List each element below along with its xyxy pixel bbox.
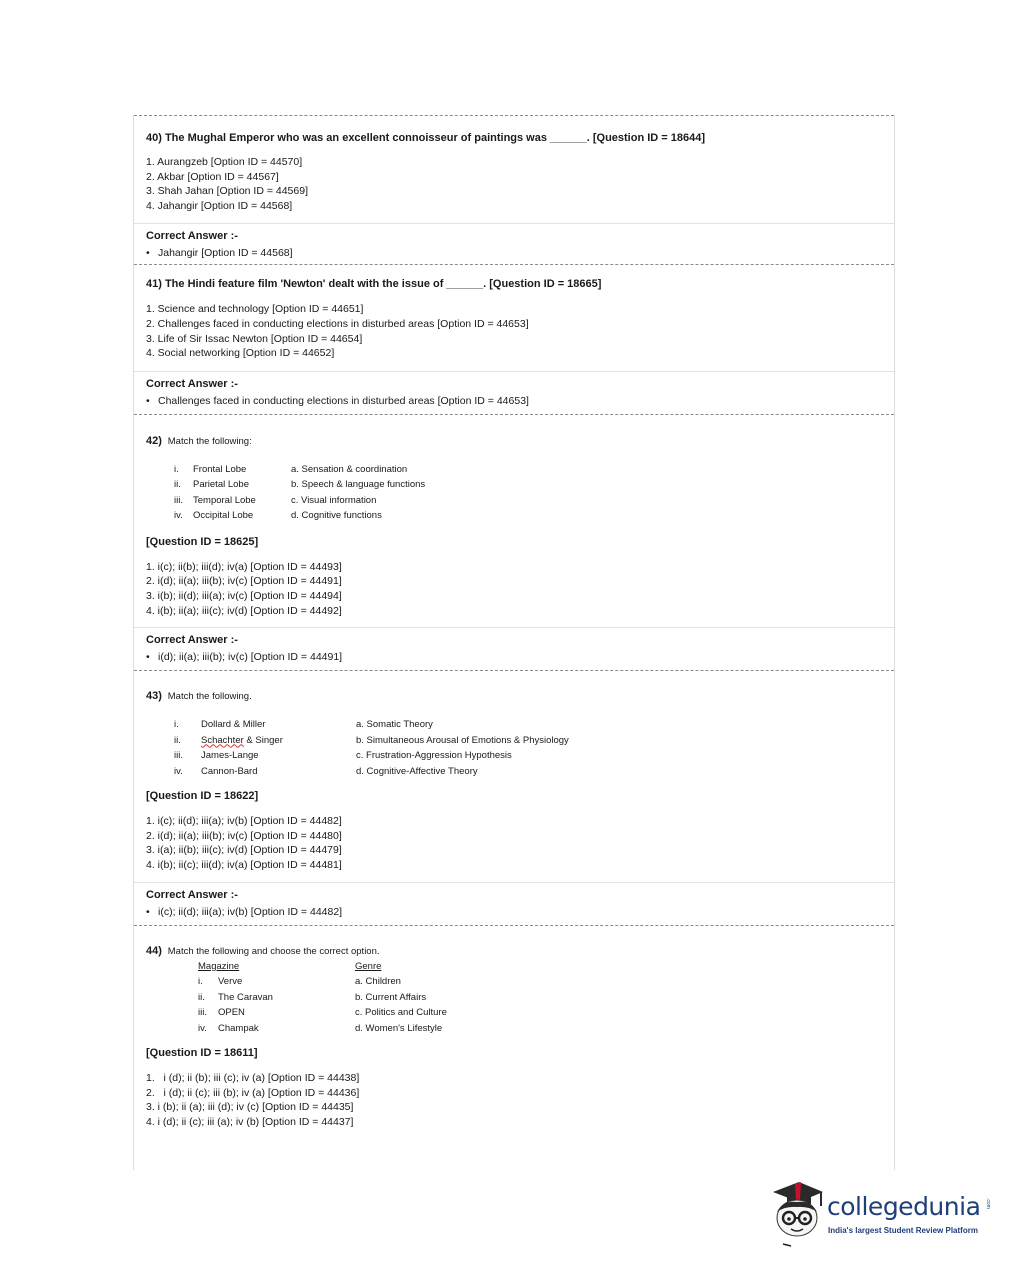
option: 1. Aurangzeb [Option ID = 44570] [146,156,303,168]
question-44 [134,926,894,1130]
question-41 [134,265,894,360]
option: 4. i(b); ii(a); iii(c); iv(d) [Option ID = 44492] [146,604,342,617]
correct-answer-text: Challenges faced in conducting elections in disturbed areas [Option ID = 44653] [158,394,529,407]
option: 4. i(b); ii(c); iii(d); iv(a) [Option ID = 44481] [146,858,342,871]
bullet-icon: • [146,394,150,407]
correct-answer-label: Correct Answer :- [146,377,238,390]
option: 1. i (d); ii (b); iii (c); iv (a) [Option ID = 44438] [146,1072,360,1084]
option: 2. i (d); ii (c); iii (b); iv (a) [Option ID = 44436] [146,1086,360,1099]
match-row: i. Dollard & Miller a. Somatic Theory [174,719,433,731]
match-row: iv. Occipital Lobe d. Cognitive functions [174,510,382,522]
bullet-icon: • [146,651,150,664]
match-table [174,717,569,779]
correct-answer-text: i(c); ii(d); iii(a); iv(b) [Option ID = 44482] [158,905,343,918]
question-text: Match the following. [167,691,252,703]
bullet-icon: • [146,905,150,918]
option: 2. Challenges faced in conducting elections in disturbed areas [Option ID = 44653] [146,317,529,330]
option: 4. Social networking [Option ID = 44652] [146,347,335,360]
match-row: ii. The Caravan b. Current Affairs [198,991,427,1003]
correct-answer-43 [134,883,894,919]
question-43 [134,671,894,872]
bullet-icon: • [146,247,150,260]
option: 1. i(c); ii(d); iii(a); iv(b) [Option ID = 44482] [146,815,342,828]
question-42 [134,415,894,618]
correct-answer-label: Correct Answer :- [146,634,238,647]
option: 4. i (d); ii (c); iii (a); iv (b) [Option ID = 44437] [146,1115,354,1128]
option: 1. i(c); ii(b); iii(d); iv(a) [Option ID = 44493] [146,560,342,573]
option: 3. i(a); ii(b); iii(c); iv(d) [Option ID = 44479] [146,844,342,857]
correct-answer-text: Jahangir [Option ID = 44568] [158,247,293,260]
correct-answer-40 [134,224,894,260]
match-row: ii. Parietal Lobe b. Speech & language functions [174,479,426,491]
correct-answer-41 [134,372,894,408]
question-id: [Question ID = 18611] [146,1047,258,1059]
brand-domain: .com [985,1198,991,1209]
option: 1. Science and technology [Option ID = 44651] [146,303,364,316]
question-id: [Question ID = 18625] [146,535,259,548]
correct-answer-label: Correct Answer :- [146,230,238,243]
question-number: 44) [146,944,162,957]
collegedunia-logo [765,1178,995,1248]
question-title: 40) The Mughal Emperor who was an excellent connoisseur of paintings was ______. [Question ID = 18644] [146,132,706,144]
question-id: [Question ID = 18622] [146,790,259,803]
column-heading: Genre [355,960,382,972]
match-table [198,959,447,1037]
match-header-row [198,959,447,975]
question-40 [134,116,894,213]
option: 2. i(d); ii(a); iii(b); iv(c) [Option ID = 44491] [146,575,342,588]
question-text: Match the following and choose the correct option. [167,945,380,957]
match-table [174,462,425,524]
mascot-icon [765,1178,825,1248]
correct-answer-text: i(d); ii(a); iii(b); iv(c) [Option ID = 44491] [158,651,343,664]
brand-tagline: India's largest Student Review Platform [828,1226,978,1235]
option: 3. Shah Jahan [Option ID = 44569] [146,185,308,198]
question-text: Match the following: [167,435,252,447]
match-row: iii. OPEN c. Politics and Culture [198,1007,447,1018]
match-row: iv. Champak d. Women's Lifestyle [198,1022,443,1034]
column-heading: Magazine [198,960,240,972]
brand-name: collegedunia [827,1192,981,1221]
correct-answer-42 [134,628,894,664]
correct-answer-label: Correct Answer :- [146,888,238,901]
option: 3. i (b); ii (a); iii (d); iv (c) [Option ID = 44435] [146,1101,354,1114]
match-row: i. Frontal Lobe a. Sensation & coordination [174,463,408,475]
option: 4. Jahangir [Option ID = 44568] [146,199,293,212]
match-row: iv. Cannon-Bard d. Cognitive-Affective Theory [174,765,478,777]
match-row: ii. Schachter & Singer b. Simultaneous Arousal of Emotions & Physiology [174,734,569,746]
spellcheck-word: Schachter [201,734,244,746]
match-row: iii. Temporal Lobe c. Visual information [174,494,377,506]
question-paper-page [133,115,895,1170]
question-title: 41) The Hindi feature film 'Newton' dealt with the issue of ______. [Question ID = 18665] [146,278,602,291]
option: 2. Akbar [Option ID = 44567] [146,170,279,183]
option: 3. i(b); ii(d); iii(a); iv(c) [Option ID = 44494] [146,589,342,602]
question-number: 43) [146,690,162,703]
option: 3. Life of Sir Issac Newton [Option ID = 44654] [146,332,363,345]
option: 2. i(d); ii(a); iii(b); iv(c) [Option ID = 44480] [146,829,342,842]
match-row: iii. James-Lange c. Frustration-Aggression Hypothesis [174,750,512,762]
question-number: 42) [146,434,162,447]
match-row: i. Verve a. Children [198,976,401,987]
